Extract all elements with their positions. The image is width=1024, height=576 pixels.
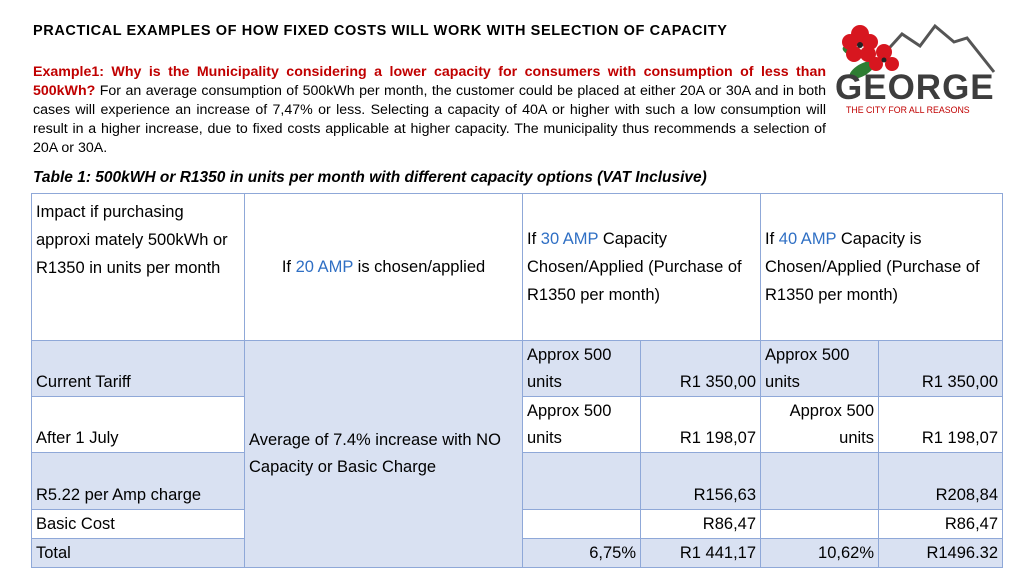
logo-tagline: THE CITY FOR ALL REASONS <box>846 105 970 115</box>
logo-wordmark: GEORGE <box>835 68 995 107</box>
row-label: Current Tariff <box>32 341 245 397</box>
cell-units-30 <box>523 453 641 510</box>
intro-paragraph <box>33 63 826 158</box>
page-heading: PRACTICAL EXAMPLES OF HOW FIXED COSTS WILL WORK WITH SELECTION OF CAPACITY <box>33 23 728 39</box>
cell-amount-40: R1 198,07 <box>879 397 1003 453</box>
flower-icon <box>842 25 899 71</box>
table-row <box>32 341 1003 397</box>
cell-amount-40: R1 350,00 <box>879 341 1003 397</box>
cell-amount-30: R86,47 <box>641 510 761 539</box>
cell-percent-30: 6,75% <box>523 539 641 568</box>
george-logo <box>832 12 997 122</box>
row-label: Basic Cost <box>32 510 245 539</box>
cell-units-30 <box>523 510 641 539</box>
row-label: R5.22 per Amp charge <box>32 453 245 510</box>
cell-percent-40: 10,62% <box>761 539 879 568</box>
header-impact: Impact if purchasing approxi mately 500kWh or R1350 in units per month <box>32 194 245 341</box>
cell-amount-40: R208,84 <box>879 453 1003 510</box>
cell-amount-30: R1 198,07 <box>641 397 761 453</box>
row-label: After 1 July <box>32 397 245 453</box>
cell-units-30: Approx 500 units <box>523 341 641 397</box>
cell-units-40 <box>761 510 879 539</box>
cell-amount-30: R1 441,17 <box>641 539 761 568</box>
header-30amp: If 30 AMP Capacity Chosen/Applied (Purchase of R1350 per month) <box>523 194 761 341</box>
row-label: Total <box>32 539 245 568</box>
cell-units-40: Approx 500 units <box>761 397 879 453</box>
cell-amount-30: R156,63 <box>641 453 761 510</box>
cell-amount-40: R86,47 <box>879 510 1003 539</box>
cell-amount-40: R1496.32 <box>879 539 1003 568</box>
header-20amp: If 20 AMP is chosen/applied <box>245 194 523 341</box>
intro-body: For an average consumption of 500kWh per month, the customer could be placed at either 20A or 30A and in both cases will experience an increase of 7,47% or less. Selecting a capacity of 40A or higher with such a low consumption will result in a higher increase, due to fixed costs applicable at higher capacity. The municipality thus recommends a selection of 20A or 30A. <box>33 83 826 156</box>
capacity-table <box>31 193 1003 568</box>
cell-amount-30: R1 350,00 <box>641 341 761 397</box>
cell-units-30: Approx 500 units <box>523 397 641 453</box>
table-header-row <box>32 194 1003 341</box>
cell-units-40: Approx 500 units <box>761 341 879 397</box>
cell-units-40 <box>761 453 879 510</box>
intro-question: Example1: Why is the Municipality considering a lower capacity for consumers with consumption of less than 500kWh? <box>33 64 826 99</box>
average-note: Average of 7.4% increase with NO Capacity or Basic Charge <box>245 341 523 568</box>
header-40amp: If 40 AMP Capacity is Chosen/Applied (Purchase of R1350 per month) <box>761 194 1003 341</box>
table-title: Table 1: 500kWH or R1350 in units per month with different capacity options (VAT Inclusive) <box>33 169 707 186</box>
